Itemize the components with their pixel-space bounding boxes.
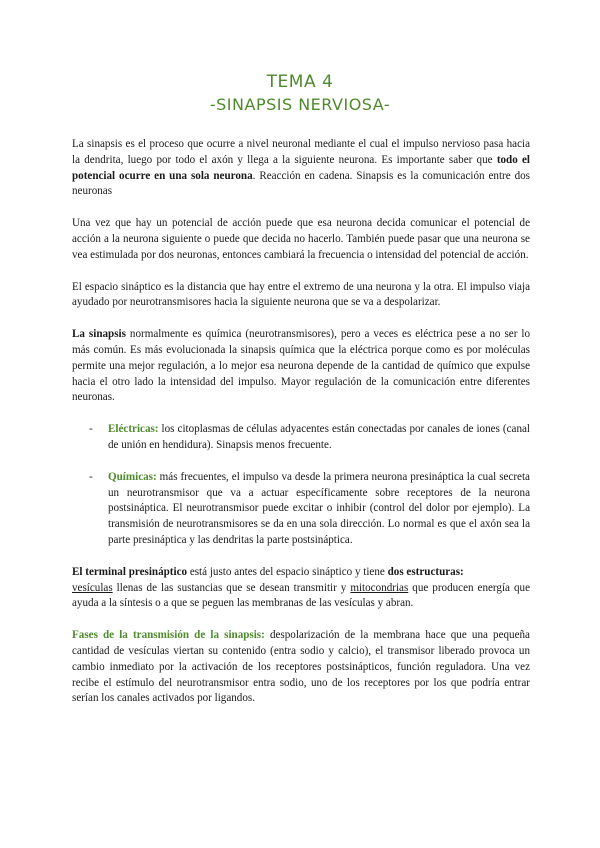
emphasis-potencial: todo el potencial ocurre en una sola neurona xyxy=(72,153,530,182)
paragraph-intro: La sinapsis es el proceso que ocurre a nivel neuronal mediante el cual el impulso nervioso pasa hacia la dendrita, luego por todo el axón y llega a la siguiente neurona. Es importante saber que todo el potencial ocurre en una sola neurona. Reacción en cadena. Sinapsis es la comunicación entre dos neuronas xyxy=(72,138,530,198)
paragraph-espacio: El espacio sináptico es la distancia que hay entre el extremo de una neurona y la otra. El impulso viaja ayudado por neurotransmisores hacia la siguiente neurona que se va a despolarizar. xyxy=(72,280,530,309)
list-item-quimicas: - Químicas: más frecuentes, el impulso va desde la primera neurona presináptica la cual secreta un neurotransmisor que va a actuar específicamente sobre receptores de la neurona postsináptica. El neurotransmisor puede excitar o inhibir (control del dolor por ejemplo). La transmisión de neurotransmisores se da en una sola dirección. Lo normal es que el axón sea la parte presináptica y las dendritas la parte postsináptica. xyxy=(89,470,530,546)
page-title: TEMA 4 xyxy=(266,72,334,92)
paragraph-tipos: La sinapsis normalmente es química (neurotransmisores), pero a veces es eléctrica pese a no ser lo más común. Es más evolucionada la sinapsis química que la eléctrica porque como es por moléculas permite una mejor regulación, a lo mejor esa neurona depende de la cantidad de químico que expulse hacia el otro lado la intensidad del impulso. Mayor regulación de la comunicación entre diferentes neuronas. xyxy=(72,328,530,404)
emphasis-estructuras: dos estructuras: xyxy=(387,565,464,578)
document-body xyxy=(72,137,530,723)
emphasis-terminal: El terminal presináptico xyxy=(72,565,188,578)
emphasis-sinapsis: La sinapsis xyxy=(72,328,126,341)
list-item-electricas: - Eléctricas: los citoplasmas de células adyacentes están conectadas por canales de iones (canal de unión en hendidura). Sinapsis menos frecuente. xyxy=(89,423,530,451)
term-quimicas: Químicas: xyxy=(108,470,157,483)
term-electricas: Eléctricas: xyxy=(108,423,159,436)
paragraph-fases: Fases de la transmisión de la sinapsis: despolarización de la membrana hace que una pequeña cantidad de vesículas viertan su contenido (entra sodio y calcio), el transmisor liberado provoca un cambio inmediato por la activación de los receptores postsinápticos, función reguladora. Una vez recibe el estímulo del neurotransmisor entra sodio, uno de los receptores por los que podría entrar serían los canales activados por ligandos. xyxy=(72,629,530,705)
list-bullet: - xyxy=(89,423,93,436)
term-mitocondrias: mitocondrias xyxy=(350,581,409,594)
term-fases: Fases de la transmisión de la sinapsis: xyxy=(72,629,265,642)
paragraph-potencial: Una vez que hay un potencial de acción puede que esa neurona decida comunicar el potencial de acción a la neurona siguiente o puede que decida no hacerlo. También puede pasar que una neurona se vea estimulada por dos neuronas, entonces cambiará la frecuencia o intensidad del potencial de acción. xyxy=(72,217,530,261)
list-bullet: - xyxy=(89,470,93,483)
page-subtitle: -SINAPSIS NERVIOSA- xyxy=(209,95,391,114)
synapse-type-list xyxy=(72,422,530,549)
term-vesiculas: vesículas xyxy=(72,581,113,594)
paragraph-terminal: El terminal presináptico está justo antes del espacio sináptico y tiene dos estructuras: vesículas llenas de las sustancias que se desean transmitir y mitocondrias que producen energía que ayuda a la síntesis o a que se peguen las membranas de las vesículas y abran. xyxy=(72,565,530,610)
